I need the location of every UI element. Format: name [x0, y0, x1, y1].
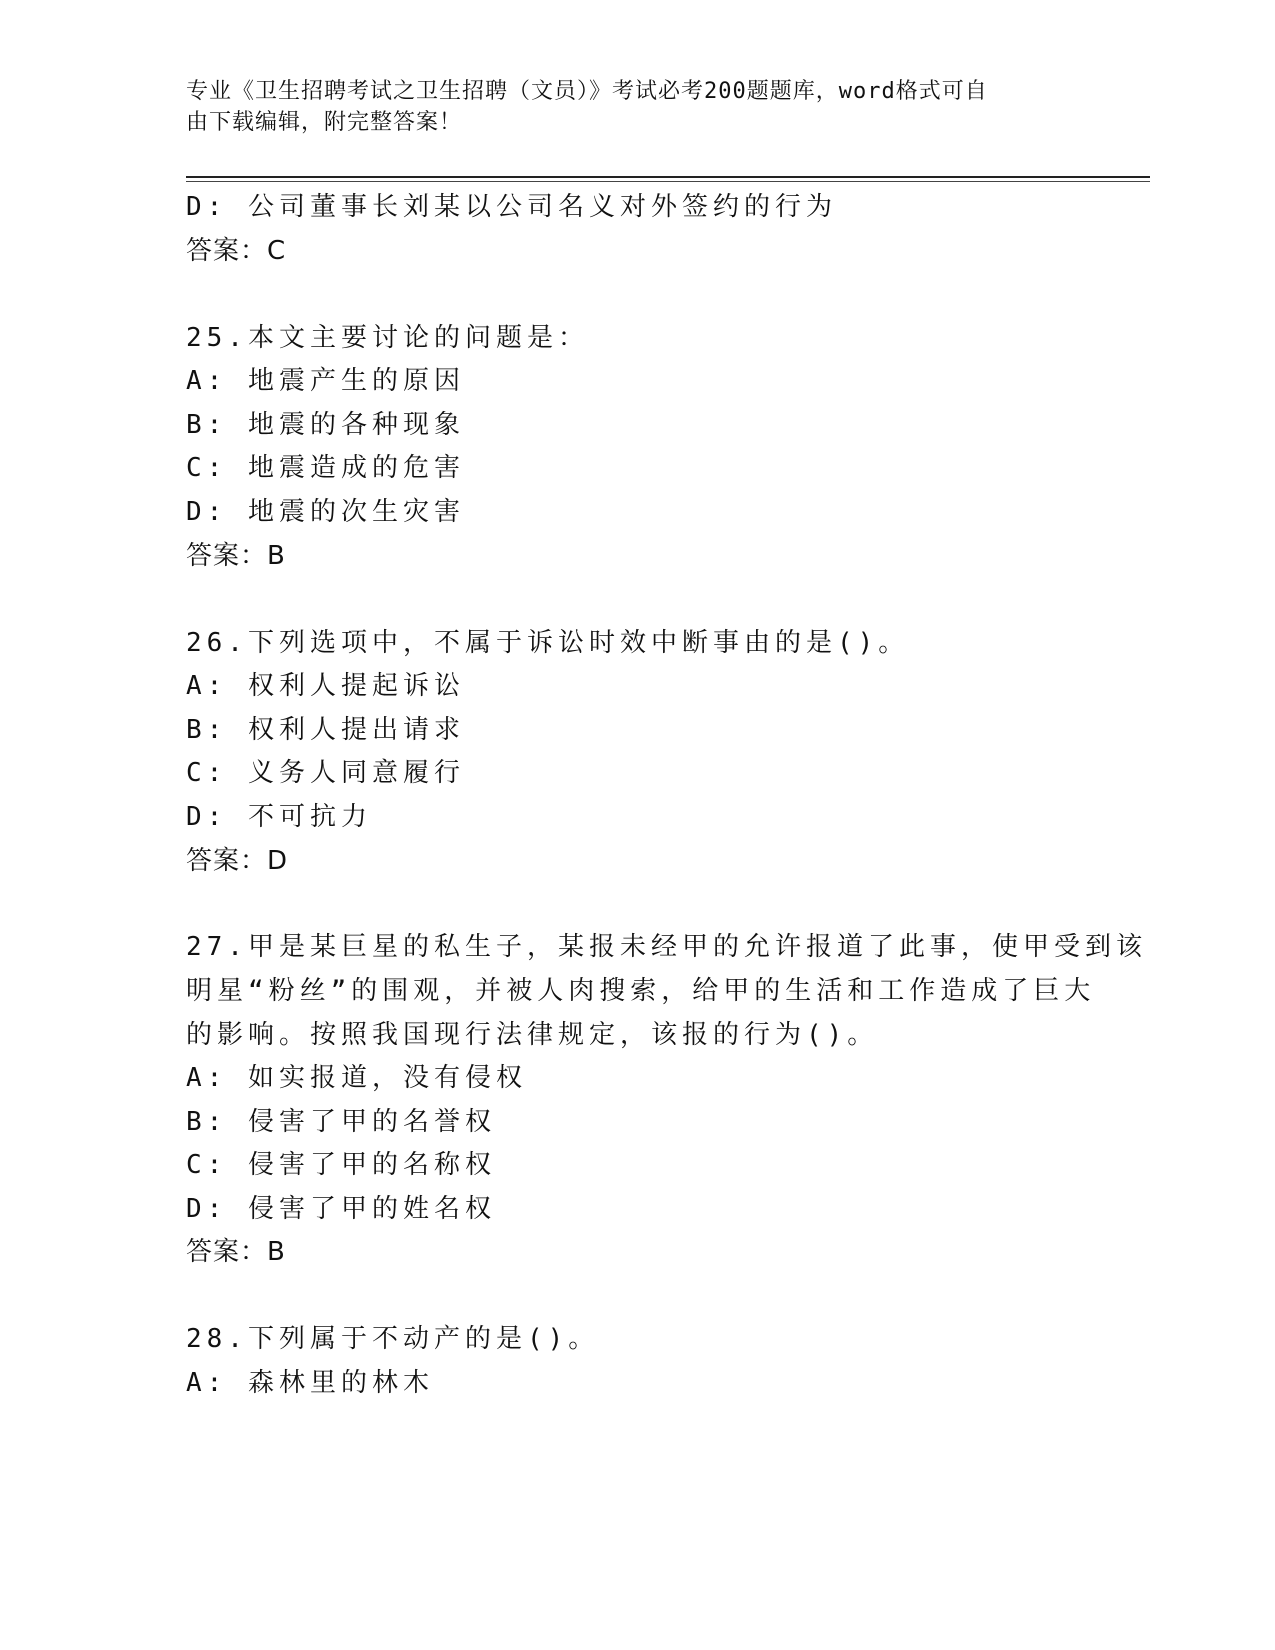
header-line-2: 由下载编辑，附完整答案！: [186, 110, 463, 135]
q27-option-c: C: 侵害了甲的名称权: [186, 1150, 496, 1180]
q25-answer: 答案：B: [186, 541, 286, 571]
header-divider-thin: [186, 181, 1150, 182]
q27-question-line-1: 27.甲是某巨星的私生子，某报未经甲的允许报道了此事，使甲受到该: [186, 932, 1147, 962]
q24-answer: 答案：C: [186, 236, 287, 266]
q26-option-a: A: 权利人提起诉讼: [186, 671, 465, 701]
q27-option-d: D: 侵害了甲的姓名权: [186, 1194, 496, 1224]
q28-option-a: A: 森林里的林木: [186, 1368, 434, 1398]
q27-option-a: A: 如实报道，没有侵权: [186, 1063, 527, 1093]
q26-question: 26.下列选项中，不属于诉讼时效中断事由的是()。: [186, 628, 910, 658]
q27-question-line-2: 明星“粉丝”的围观，并被人肉搜索，给甲的生活和工作造成了巨大: [186, 976, 1096, 1006]
q25-option-d: D: 地震的次生灾害: [186, 497, 465, 527]
q25-question: 25.本文主要讨论的问题是：: [186, 323, 589, 353]
q27-option-b: B: 侵害了甲的名誉权: [186, 1107, 496, 1137]
q26-option-c: C: 义务人同意履行: [186, 758, 465, 788]
q26-option-b: B: 权利人提出请求: [186, 715, 465, 745]
q25-option-c: C: 地震造成的危害: [186, 453, 465, 483]
q26-answer: 答案：D: [186, 846, 289, 876]
q24-option-d: D: 公司董事长刘某以公司名义对外签约的行为: [186, 192, 837, 222]
q27-answer: 答案：B: [186, 1237, 286, 1267]
q25-option-b: B: 地震的各种现象: [186, 410, 465, 440]
q27-question-line-3: 的影响。按照我国现行法律规定，该报的行为()。: [186, 1020, 879, 1050]
q25-option-a: A: 地震产生的原因: [186, 366, 465, 396]
header-line-1: 专业《卫生招聘考试之卫生招聘（文员）》考试必考200题题库，word格式可自: [186, 79, 988, 104]
header-divider-thick: [186, 176, 1150, 178]
document-header: [186, 76, 1066, 138]
q26-option-d: D: 不可抗力: [186, 802, 372, 832]
q28-question: 28.下列属于不动产的是()。: [186, 1324, 600, 1354]
